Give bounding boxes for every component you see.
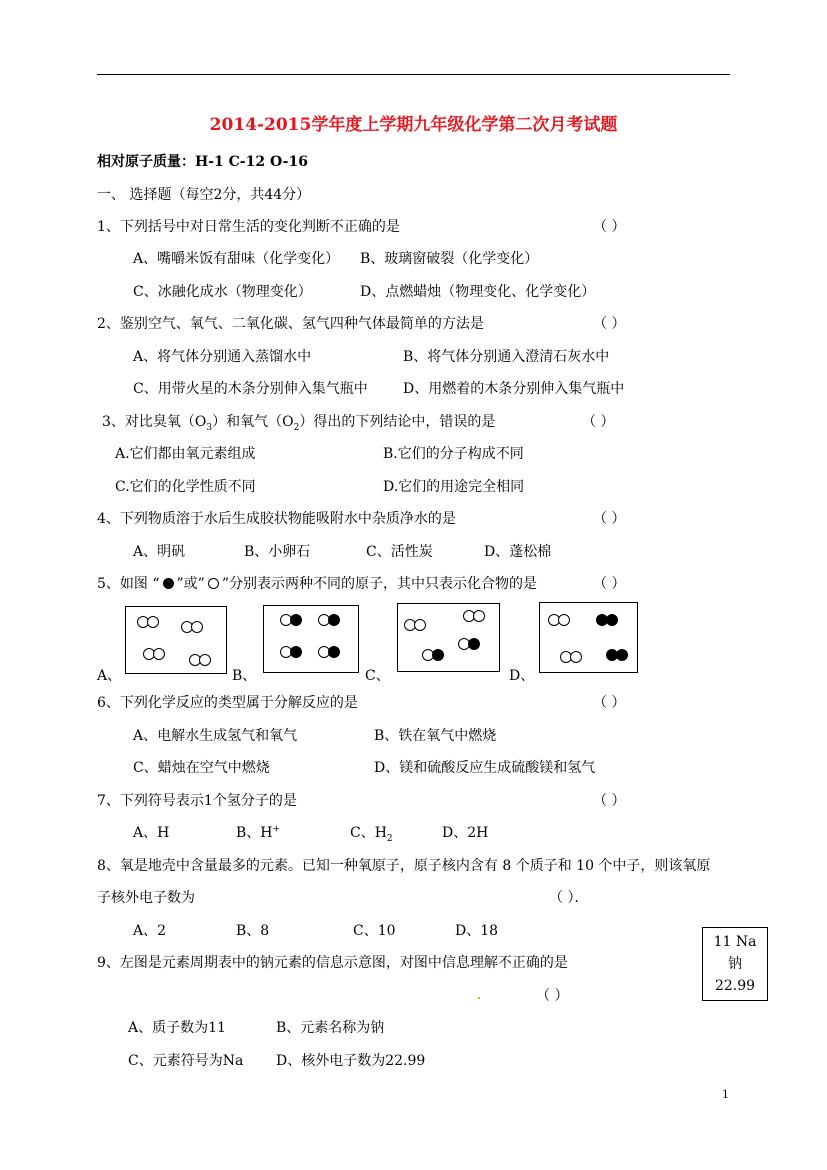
q4-option-b: B、小卵石	[244, 544, 311, 560]
q6-stem: 6、下列化学反应的类型属于分解反应的是	[97, 695, 358, 711]
q3-option-a: A.它们都由氧元素组成	[115, 446, 256, 462]
q7-option-d: D、2H	[442, 825, 489, 841]
q5-option-d: D、	[509, 668, 535, 684]
q8-paren: （ ）．	[549, 890, 589, 906]
q1-stem: 1、下列括号中对日常生活的变化判断不正确的是	[97, 219, 400, 235]
q1-option-a: A、嘴嚼米饭有甜味（化学变化）	[133, 251, 340, 267]
q4-option-c: C、活性炭	[366, 544, 433, 560]
q1-option-d: D、点燃蜡烛（物理变化、化学变化）	[360, 284, 596, 300]
q4-option-d: D、蓬松棉	[484, 544, 552, 560]
q3-option-c: C.它们的化学性质不同	[115, 479, 256, 495]
q8-option-a: A、2	[133, 923, 167, 939]
q3-paren: （ ）	[582, 414, 615, 430]
q2-option-d: D、用燃着的木条分别伸入集气瓶中	[403, 381, 625, 397]
atomic-mass-line: 相对原子质量：H-1 C-12 O-16	[97, 154, 308, 170]
q8-option-d: D、18	[455, 923, 499, 939]
q3-option-b: B.它们的分子构成不同	[383, 446, 524, 462]
q3-option-d: D.它们的用途完全相同	[383, 479, 525, 495]
q2-stem: 2、鉴别空气、氧气、二氧化碳、氢气四种气体最简单的方法是	[97, 316, 484, 332]
q7-option-c: C、$H_2$	[350, 825, 393, 844]
header-rule	[97, 74, 730, 75]
q5-option-c: C、	[365, 668, 390, 684]
q1-paren: （ ）	[593, 219, 626, 235]
q8-stem-line1: 8、氧是地壳中含量最多的元素。已知一种氧原子，原子核内含有 8 个质子和 10 个中子，则该氧原	[97, 858, 711, 874]
q3-stem: 3、对比臭氧$(O_3)$和氧气$(O_2)$得出的下列结论中，错误的是	[102, 414, 496, 433]
q5-paren: （ ）	[593, 576, 626, 592]
q6-option-d: D、镁和硫酸反应生成硫酸镁和氢气	[374, 760, 596, 776]
filled-atom-icon	[163, 578, 174, 589]
q5-diagram-b	[263, 605, 359, 673]
page-number: 1	[722, 1088, 729, 1101]
q6-option-a: A、电解水生成氢气和氧气	[133, 728, 298, 744]
q6-paren: （ ）	[593, 695, 626, 711]
section-heading: 一、 选择题（每空2分，共44分）	[97, 187, 311, 203]
sodium-name: 钠	[728, 956, 742, 972]
q2-option-c: C、用带火星的木条分别伸入集气瓶中	[133, 381, 368, 397]
q2-paren: （ ）	[593, 316, 626, 332]
q9-option-b: B、元素名称为钠	[276, 1020, 385, 1036]
q4-option-a: A、明矾	[133, 544, 186, 560]
q5-diagram-c	[397, 603, 500, 672]
q8-option-b: B、8	[236, 923, 270, 939]
q5-stem: 5、如图 “ ”或” ”分别表示两种不同的原子，其中只表示化合物的是	[97, 576, 537, 592]
q6-option-c: C、蜡烛在空气中燃烧	[133, 760, 270, 776]
q2-option-b: B、将气体分别通入澄清石灰水中	[403, 349, 610, 365]
q2-option-a: A、将气体分别通入蒸馏水中	[133, 349, 312, 365]
q8-option-c: C、10	[353, 923, 396, 939]
hollow-atom-icon	[208, 578, 219, 589]
q1-option-c: C、冰融化成水（物理变化）	[133, 284, 312, 300]
q4-stem: 4、下列物质溶于水后生成胶状物能吸附水中杂质净水的是	[97, 511, 456, 527]
q5-diagram-a	[125, 606, 227, 674]
q5-option-a: A、	[97, 668, 122, 684]
q9-option-a: A、质子数为11	[128, 1020, 226, 1036]
q4-paren: （ ）	[593, 511, 626, 527]
page-title: 2014-2015学年度上学期九年级化学第二次月考试题	[209, 115, 618, 135]
q7-paren: （ ）	[593, 793, 626, 809]
q9-paren: （ ）	[536, 988, 569, 1004]
q6-option-b: B、铁在氧气中燃烧	[374, 728, 497, 744]
q9-stem: 9、左图是元素周期表中的钠元素的信息示意图，对图中信息理解不正确的是	[97, 955, 568, 971]
q7-stem: 7、下列符号表示1个氢分子的是	[97, 793, 297, 809]
sodium-atomic-mass: 22.99	[714, 978, 756, 994]
q8-stem-line2: 子核外电子数为	[97, 890, 195, 906]
stray-dot	[478, 997, 480, 999]
q9-option-d: D、核外电子数为22.99	[276, 1053, 426, 1069]
q5-option-b: B、	[232, 668, 257, 684]
q1-option-b: B、玻璃窗破裂（化学变化）	[360, 251, 539, 267]
q5-diagram-d	[539, 602, 638, 673]
q7-option-a: A、H	[133, 825, 170, 841]
q9-option-c: C、元素符号为Na	[128, 1053, 244, 1069]
sodium-number-symbol: 11 Na	[713, 934, 757, 950]
sodium-element-card	[702, 927, 768, 1001]
q7-option-b: B、H+	[236, 824, 281, 841]
